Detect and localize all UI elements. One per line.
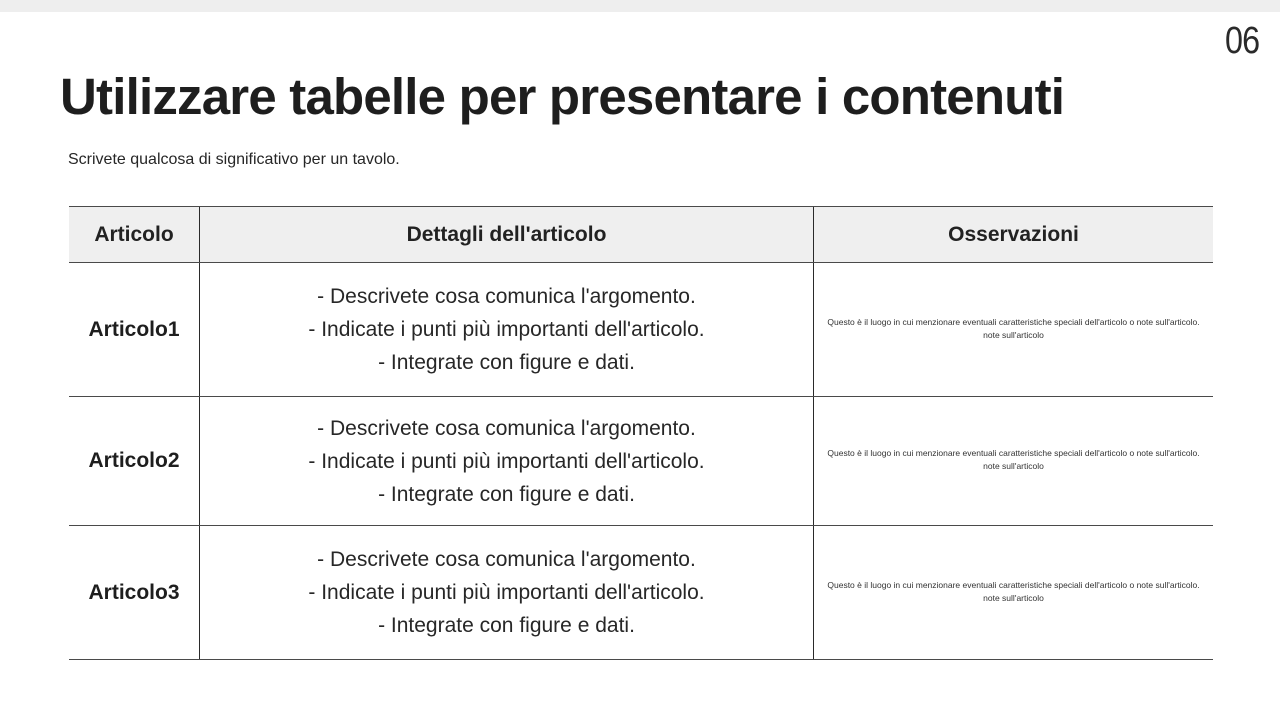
item-details-cell bbox=[200, 526, 814, 659]
item-notes-cell bbox=[814, 397, 1213, 525]
page-title: Utilizzare tabelle per presentare i contenuti bbox=[60, 68, 1065, 125]
table-row bbox=[69, 397, 1213, 526]
item-details-cell bbox=[200, 263, 814, 396]
table-header-row bbox=[69, 207, 1213, 263]
item-name: Articolo2 bbox=[69, 397, 200, 525]
detail-line: - Indicate i punti più importanti dell'articolo. bbox=[308, 581, 705, 604]
item-details-cell bbox=[200, 397, 814, 525]
content-table bbox=[69, 206, 1213, 660]
note-line: note sull'articolo bbox=[983, 329, 1044, 340]
detail-line: - Integrate con figure e dati. bbox=[378, 351, 635, 374]
detail-line: - Descrivete cosa comunica l'argomento. bbox=[317, 416, 696, 440]
note-line: Questo è il luogo in cui menzionare eventuali caratteristiche speciali dell'articolo o note sull'articolo. bbox=[827, 448, 1200, 458]
page-number: 06 bbox=[1224, 20, 1259, 62]
table-row bbox=[69, 263, 1213, 397]
header-details: Dettagli dell'articolo bbox=[200, 207, 814, 262]
note-line: Questo è il luogo in cui menzionare eventuali caratteristiche speciali dell'articolo o note sull'articolo. bbox=[827, 316, 1200, 327]
subtitle: Scrivete qualcosa di significativo per un tavolo. bbox=[68, 151, 400, 168]
item-notes-cell bbox=[814, 526, 1213, 659]
top-bar bbox=[0, 0, 1280, 12]
detail-line: - Integrate con figure e dati. bbox=[378, 482, 635, 506]
note-line: note sull'articolo bbox=[983, 461, 1044, 471]
note-line: note sull'articolo bbox=[983, 592, 1044, 603]
table-row bbox=[69, 526, 1213, 660]
header-notes: Osservazioni bbox=[948, 222, 1079, 246]
detail-line: - Indicate i punti più importanti dell'articolo. bbox=[308, 449, 705, 473]
detail-line: - Descrivete cosa comunica l'argomento. bbox=[317, 285, 696, 308]
header-item: Articolo bbox=[69, 207, 200, 262]
item-notes-cell bbox=[814, 263, 1213, 396]
detail-line: - Indicate i punti più importanti dell'articolo. bbox=[308, 318, 705, 341]
item-name: Articolo1 bbox=[69, 263, 200, 396]
item-name: Articolo3 bbox=[69, 526, 200, 659]
detail-line: - Descrivete cosa comunica l'argomento. bbox=[317, 548, 696, 571]
detail-line: - Integrate con figure e dati. bbox=[378, 614, 635, 637]
note-line: Questo è il luogo in cui menzionare eventuali caratteristiche speciali dell'articolo o note sull'articolo. bbox=[827, 579, 1200, 590]
